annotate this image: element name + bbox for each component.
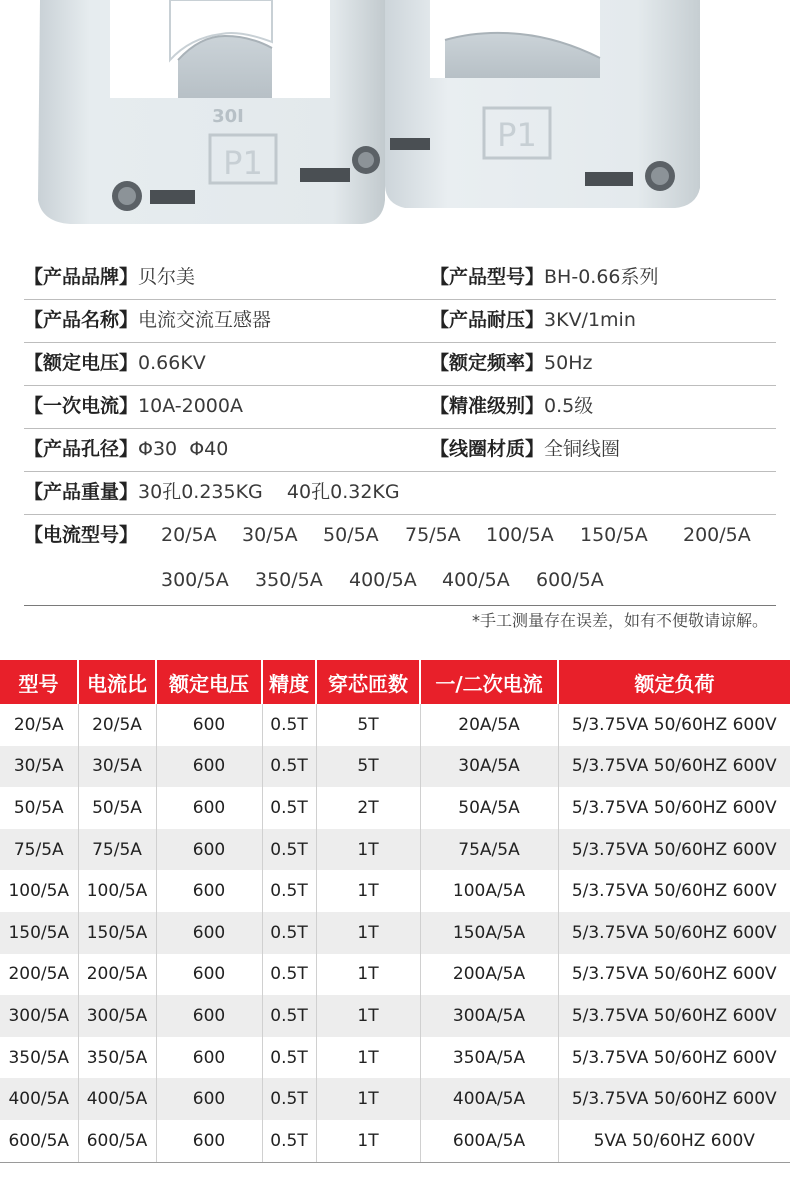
rating-item: 75/5A xyxy=(405,524,461,546)
table-cell: 100/5A xyxy=(78,870,156,912)
table-cell: 1T xyxy=(316,1120,420,1162)
spec-primary-current xyxy=(24,386,243,428)
rating-item: 400/5A xyxy=(349,569,417,591)
table-cell: 50A/5A xyxy=(420,787,558,829)
table-cell: 0.5T xyxy=(262,1037,316,1079)
measurement-note: *手工测量存在误差，如有不便敬请谅解。 xyxy=(471,611,768,630)
spec-accuracy xyxy=(430,386,593,428)
table-cell: 1T xyxy=(316,870,420,912)
spec-brand xyxy=(24,257,195,299)
table-cell: 1T xyxy=(316,995,420,1037)
table-cell: 5VA 50/60HZ 600V xyxy=(558,1120,790,1162)
spec-weight xyxy=(24,472,400,514)
table-cell: 150/5A xyxy=(78,912,156,954)
spec-key: 【产品孔径】 xyxy=(24,438,139,460)
spec-rated-voltage xyxy=(24,343,206,385)
rating-item: 200/5A xyxy=(683,524,751,546)
table-cell: 350/5A xyxy=(78,1037,156,1079)
table-cell: 400/5A xyxy=(0,1078,78,1120)
table-cell: 200/5A xyxy=(0,954,78,996)
spec-row-5 xyxy=(24,429,776,472)
header-model: 型号 xyxy=(0,660,78,704)
table-cell: 20/5A xyxy=(78,704,156,746)
table-cell: 0.5T xyxy=(262,954,316,996)
table-cell: 1T xyxy=(316,912,420,954)
table-cell: 150/5A xyxy=(0,912,78,954)
table-cell: 0.5T xyxy=(262,829,316,871)
table-cell: 75/5A xyxy=(0,829,78,871)
current-transformer-illustration xyxy=(0,0,790,232)
model-stamp: 30I xyxy=(212,106,244,127)
table-cell: 300/5A xyxy=(78,995,156,1037)
table-header-row xyxy=(0,660,790,704)
rating-item: 350/5A xyxy=(255,569,323,591)
table-cell: 600 xyxy=(156,746,262,788)
table-cell: 1T xyxy=(316,1078,420,1120)
table-cell: 5/3.75VA 50/60HZ 600V xyxy=(558,704,790,746)
table-cell: 20A/5A xyxy=(420,704,558,746)
table-cell: 100/5A xyxy=(0,870,78,912)
spec-row-1 xyxy=(24,257,776,300)
right-transformer xyxy=(385,0,700,208)
table-cell: 0.5T xyxy=(262,995,316,1037)
table-cell: 200A/5A xyxy=(420,954,558,996)
left-transformer xyxy=(38,0,385,224)
table-cell: 5/3.75VA 50/60HZ 600V xyxy=(558,995,790,1037)
current-ratings-line-1 xyxy=(24,515,776,557)
table-cell: 5T xyxy=(316,746,420,788)
table-cell: 400A/5A xyxy=(420,1078,558,1120)
table-cell: 0.5T xyxy=(262,704,316,746)
table-row xyxy=(0,870,790,912)
table-cell: 600 xyxy=(156,1078,262,1120)
table-cell: 600 xyxy=(156,995,262,1037)
spec-aperture xyxy=(24,429,228,471)
spec-key: 【产品品牌】 xyxy=(24,266,139,288)
spec-row-4 xyxy=(24,386,776,429)
rating-item: 300/5A xyxy=(161,569,229,591)
spec-rated-frequency xyxy=(430,343,592,385)
p1-marking: P1 xyxy=(223,144,263,182)
table-cell: 5/3.75VA 50/60HZ 600V xyxy=(558,1078,790,1120)
spec-key: 【线圈材质】 xyxy=(430,438,545,460)
table-cell: 600/5A xyxy=(0,1120,78,1162)
table-cell: 0.5T xyxy=(262,870,316,912)
table-row xyxy=(0,704,790,746)
spec-value: 3KV/1min xyxy=(544,309,636,331)
spec-value: 电流交流互感器 xyxy=(138,309,272,331)
spec-row-3 xyxy=(24,343,776,386)
table-row xyxy=(0,995,790,1037)
table-cell: 400/5A xyxy=(78,1078,156,1120)
table-row xyxy=(0,787,790,829)
table-cell: 75A/5A xyxy=(420,829,558,871)
header-ratio: 电流比 xyxy=(78,660,156,704)
header-burden: 额定负荷 xyxy=(558,660,790,704)
spec-key: 【额定频率】 xyxy=(430,352,545,374)
product-photo xyxy=(0,0,790,232)
header-accuracy: 精度 xyxy=(262,660,316,704)
table-cell: 5/3.75VA 50/60HZ 600V xyxy=(558,1037,790,1079)
table-cell: 5/3.75VA 50/60HZ 600V xyxy=(558,829,790,871)
spec-row-8 xyxy=(24,557,776,606)
spec-value: BH-0.66系列 xyxy=(544,266,659,288)
spec-table xyxy=(0,660,790,1163)
spec-key: 【精准级别】 xyxy=(430,395,545,417)
spec-value: 贝尔美 xyxy=(138,266,196,288)
rating-item: 600/5A xyxy=(536,569,604,591)
table-cell: 600/5A xyxy=(78,1120,156,1162)
table-cell: 1T xyxy=(316,954,420,996)
table-row xyxy=(0,912,790,954)
spec-key: 【电流型号】 xyxy=(24,524,139,546)
table-cell: 100A/5A xyxy=(420,870,558,912)
table-cell: 5/3.75VA 50/60HZ 600V xyxy=(558,746,790,788)
p1-marking-right: P1 xyxy=(497,116,537,154)
spec-row-7 xyxy=(24,515,776,557)
rating-item: 100/5A xyxy=(486,524,554,546)
table-cell: 200/5A xyxy=(78,954,156,996)
spec-name xyxy=(24,300,271,342)
table-cell: 600 xyxy=(156,829,262,871)
rating-item: 150/5A xyxy=(580,524,648,546)
table-cell: 30/5A xyxy=(78,746,156,788)
table-cell: 30/5A xyxy=(0,746,78,788)
table-row xyxy=(0,1078,790,1120)
rating-item: 30/5A xyxy=(242,524,298,546)
spec-coil xyxy=(430,429,620,471)
table-row xyxy=(0,1037,790,1079)
table-cell: 1T xyxy=(316,1037,420,1079)
table-cell: 300/5A xyxy=(0,995,78,1037)
spec-key: 【产品耐压】 xyxy=(430,309,545,331)
table-cell: 300A/5A xyxy=(420,995,558,1037)
table-row xyxy=(0,954,790,996)
spec-key: 【产品型号】 xyxy=(430,266,545,288)
rating-item: 20/5A xyxy=(161,524,217,546)
table-cell: 0.5T xyxy=(262,787,316,829)
spec-key: 【一次电流】 xyxy=(24,395,139,417)
table-row xyxy=(0,829,790,871)
table-cell: 600 xyxy=(156,1120,262,1162)
spec-row-6 xyxy=(24,472,776,515)
table-cell: 350A/5A xyxy=(420,1037,558,1079)
table-cell: 5/3.75VA 50/60HZ 600V xyxy=(558,954,790,996)
spec-key: 【产品重量】 xyxy=(24,481,139,503)
table-cell: 20/5A xyxy=(0,704,78,746)
header-turns: 穿芯匝数 xyxy=(316,660,420,704)
table-cell: 50/5A xyxy=(0,787,78,829)
current-ratings-line-2 xyxy=(24,557,776,605)
table-cell: 600 xyxy=(156,787,262,829)
table-row xyxy=(0,1120,790,1162)
spec-value: 50Hz xyxy=(544,352,593,374)
spec-model xyxy=(430,257,659,299)
rating-item: 400/5A xyxy=(442,569,510,591)
table-cell: 600 xyxy=(156,704,262,746)
table-cell: 5/3.75VA 50/60HZ 600V xyxy=(558,787,790,829)
spec-list xyxy=(24,257,776,606)
table-cell: 2T xyxy=(316,787,420,829)
table-row xyxy=(0,746,790,788)
table-cell: 350/5A xyxy=(0,1037,78,1079)
table-cell: 5T xyxy=(316,704,420,746)
spec-value: 30孔0.235KG 40孔0.32KG xyxy=(138,481,400,503)
spec-value: Φ30 Φ40 xyxy=(138,438,229,460)
table-cell: 30A/5A xyxy=(420,746,558,788)
table-cell: 5/3.75VA 50/60HZ 600V xyxy=(558,912,790,954)
spec-withstand xyxy=(430,300,636,342)
table-cell: 0.5T xyxy=(262,1120,316,1162)
table-cell: 150A/5A xyxy=(420,912,558,954)
table-cell: 600 xyxy=(156,870,262,912)
spec-value: 0.66KV xyxy=(138,352,206,374)
table-cell: 50/5A xyxy=(78,787,156,829)
table-cell: 600 xyxy=(156,954,262,996)
table-cell: 600 xyxy=(156,912,262,954)
spec-key: 【额定电压】 xyxy=(24,352,139,374)
table-cell: 1T xyxy=(316,829,420,871)
table-cell: 0.5T xyxy=(262,746,316,788)
table-cell: 600 xyxy=(156,1037,262,1079)
header-voltage: 额定电压 xyxy=(156,660,262,704)
spec-row-2 xyxy=(24,300,776,343)
spec-key: 【产品名称】 xyxy=(24,309,139,331)
table-body xyxy=(0,704,790,1162)
header-current: 一/二次电流 xyxy=(420,660,558,704)
table-cell: 0.5T xyxy=(262,912,316,954)
table-cell: 5/3.75VA 50/60HZ 600V xyxy=(558,870,790,912)
rating-item: 50/5A xyxy=(323,524,379,546)
table-cell: 75/5A xyxy=(78,829,156,871)
spec-value: 全铜线圈 xyxy=(544,438,621,460)
table-cell: 600A/5A xyxy=(420,1120,558,1162)
spec-value: 10A-2000A xyxy=(138,395,243,417)
spec-value: 0.5级 xyxy=(544,395,594,417)
table-cell: 0.5T xyxy=(262,1078,316,1120)
